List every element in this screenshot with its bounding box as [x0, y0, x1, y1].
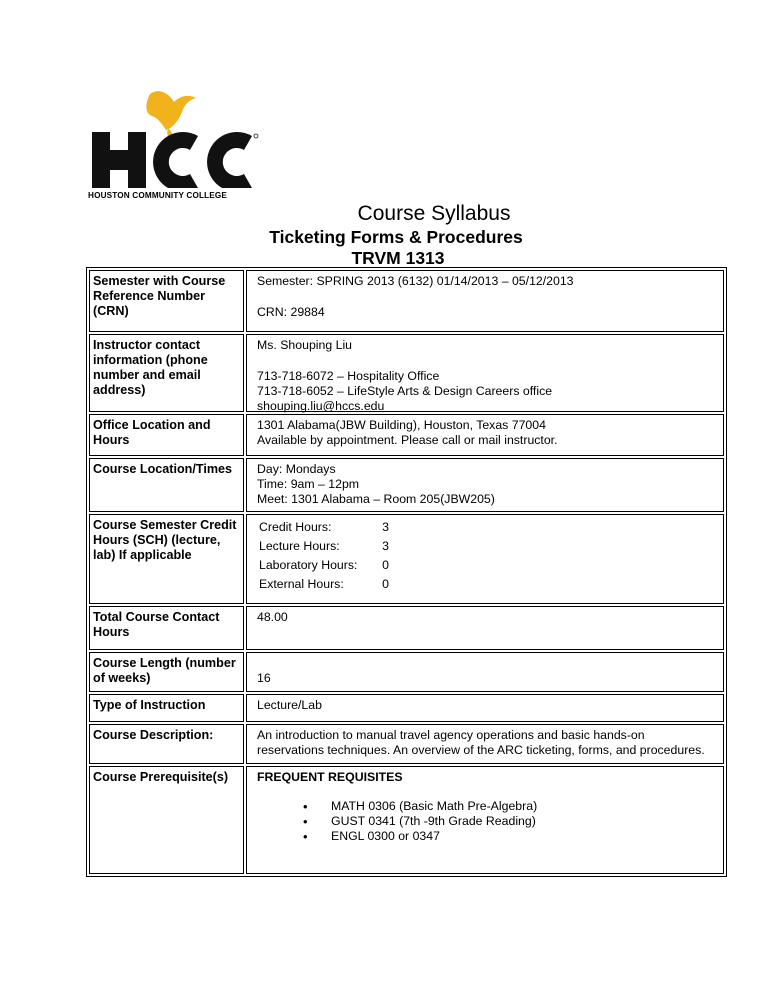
table-row-instructor: [89, 334, 724, 414]
course-code: TRVM 1313: [351, 248, 445, 268]
prereq-label: Course Prerequisite(s): [89, 766, 244, 874]
length-label: Course Length (number of weeks): [89, 652, 244, 692]
logo-tagline: HOUSTON COMMUNITY COLLEGE: [88, 191, 227, 200]
location-value: [246, 458, 724, 512]
table-row-length: [89, 652, 724, 694]
instruction-label: Type of Instruction: [89, 694, 244, 722]
crn-line: CRN: 29884: [257, 305, 325, 319]
lecture-hours-value: 3: [382, 539, 389, 553]
table-row-credit: [89, 514, 724, 606]
table-row-location: [89, 458, 724, 514]
description-label: Course Description:: [89, 724, 244, 764]
instruction-value: Lecture/Lab: [246, 694, 724, 722]
hcc-letters: [92, 132, 258, 188]
list-item: • ENGL 0300 or 0347: [317, 829, 713, 844]
lab-hours-name: Laboratory Hours:: [259, 558, 358, 572]
location-day: Day: Mondays: [257, 462, 336, 476]
table-row-contact-hours: [89, 606, 724, 652]
semester-label: Semester with Course Reference Number (CRN): [89, 270, 244, 332]
table-row-semester: [89, 270, 724, 334]
prereq-heading: FREQUENT REQUISITES: [257, 770, 403, 784]
location-label: Course Location/Times: [89, 458, 244, 512]
credit-hours-name: Credit Hours:: [259, 520, 332, 534]
office-label: Office Location and Hours: [89, 414, 244, 456]
office-address: 1301 Alabama(JBW Building), Houston, Texas 77004: [257, 418, 546, 432]
location-time: Time: 9am – 12pm: [257, 477, 360, 491]
instructor-phone-2: 713-718-6052 – LifeStyle Arts & Design Careers office: [257, 384, 553, 398]
semester-value: [246, 270, 724, 332]
page-title: Course Syllabus: [357, 202, 511, 225]
credit-label: Course Semester Credit Hours (SCH) (lecture, lab) If applicable: [89, 514, 244, 604]
list-item: • MATH 0306 (Basic Math Pre-Algebra): [317, 799, 713, 814]
instructor-value: [246, 334, 724, 412]
length-number: 16: [257, 671, 271, 685]
course-name: Ticketing Forms & Procedures: [269, 227, 523, 247]
table-row-prereq: [89, 766, 724, 874]
credit-hours-value: 3: [382, 520, 389, 534]
contact-hours-value: 48.00: [246, 606, 724, 650]
credit-hours-grid: [259, 518, 389, 594]
description-value: An introduction to manual travel agency operations and basic hands-on reservations techniques. An overview of the ARC ticketing, forms, and procedures.: [246, 724, 724, 764]
office-value: [246, 414, 724, 456]
office-hours: Available by appointment. Please call or mail instructor.: [257, 433, 558, 447]
external-hours-value: 0: [382, 577, 389, 591]
semester-line: Semester: SPRING 2013 (6132) 01/14/2013 – 05/12/2013: [257, 274, 574, 288]
instructor-name: Ms. Shouping Liu: [257, 338, 353, 352]
prereq-list: [257, 799, 713, 844]
table-row-instruction: [89, 694, 724, 724]
table-row-office: [89, 414, 724, 458]
hcc-logo-graphic: [88, 88, 260, 188]
external-hours-name: External Hours:: [259, 577, 344, 591]
location-meet: Meet: 1301 Alabama – Room 205(JBW205): [257, 492, 495, 506]
contact-hours-label: Total Course Contact Hours: [89, 606, 244, 650]
length-value: [246, 652, 724, 692]
list-item: • GUST 0341 (7th -9th Grade Reading): [317, 814, 713, 829]
instructor-email[interactable]: shouping.liu@hccs.edu: [257, 399, 385, 413]
instructor-label: Instructor contact information (phone number and email address): [89, 334, 244, 412]
table-row-description: [89, 724, 724, 766]
credit-value: [246, 514, 724, 604]
syllabus-table: [86, 267, 727, 877]
instructor-phone-1: 713-718-6072 – Hospitality Office: [257, 369, 440, 383]
hcc-logo: [88, 88, 260, 204]
lecture-hours-name: Lecture Hours:: [259, 539, 340, 553]
prereq-value: [246, 766, 724, 874]
lab-hours-value: 0: [382, 558, 389, 572]
